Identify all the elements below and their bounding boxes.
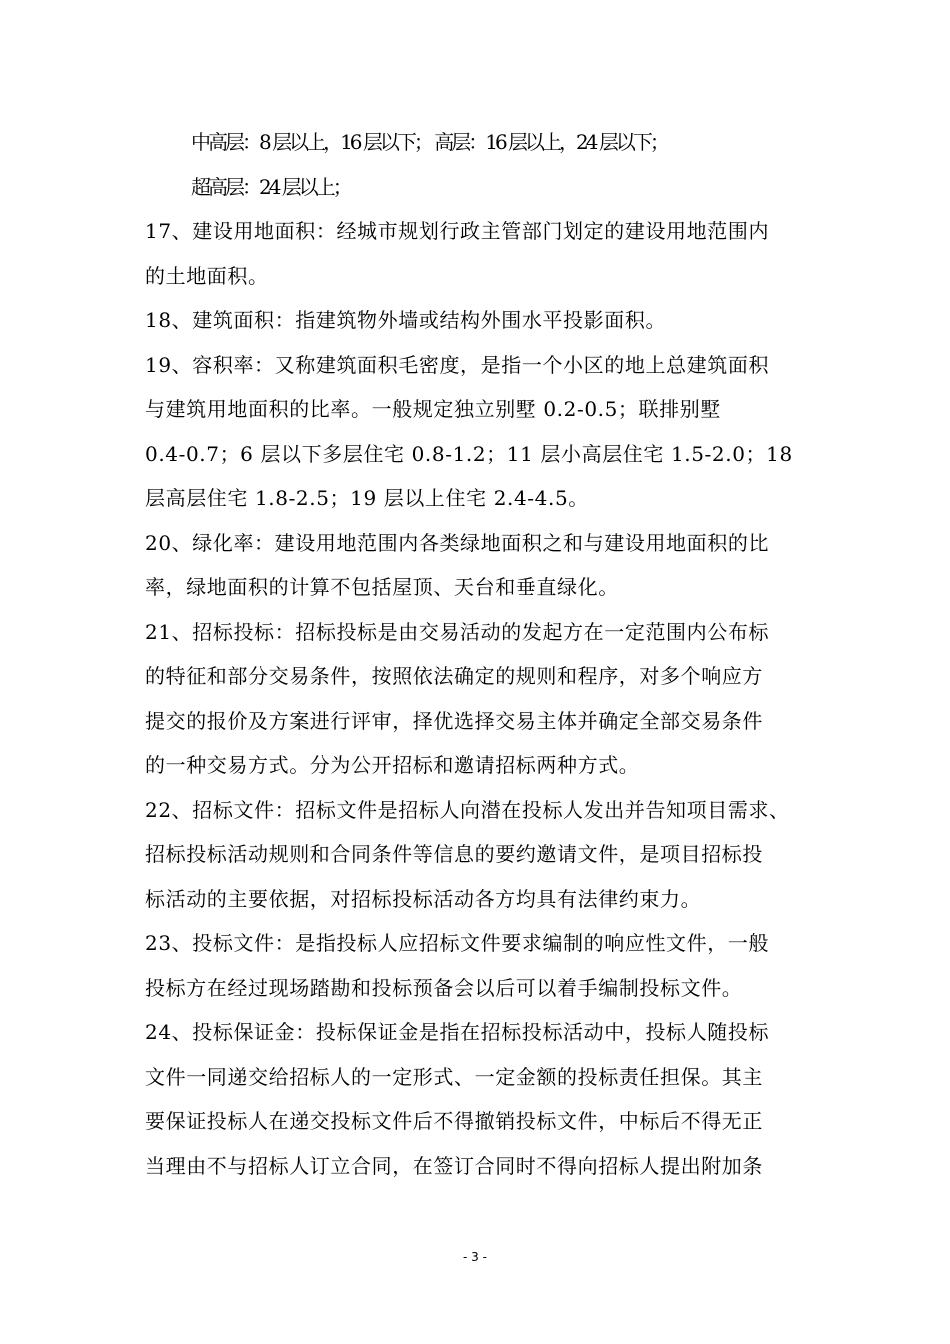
text-line: 0.4-0.7；6 层以下多层住宅 0.8-1.2；11 层小高层住宅 1.5-2.0；18 bbox=[145, 441, 793, 466]
text-line: 与建筑用地面积的比率。一般规定独立别墅 0.2-0.5；联排别墅 bbox=[145, 397, 721, 421]
text-line: 文件一同递交给招标人的一定形式、一定金额的投标责任担保。其主 bbox=[145, 1064, 763, 1089]
text-line: 率，绿地面积的计算不包括屋顶、天台和垂直绿化。 bbox=[145, 575, 619, 599]
text-line: 的特征和部分交易条件，按照依法确定的规则和程序，对多个响应方 bbox=[145, 664, 763, 688]
text-line: 20、绿化率：建设用地范围内各类绿地面积之和与建设用地面积的比 bbox=[145, 530, 770, 555]
text-line: 标活动的主要依据，对招标投标活动各方均具有法律约束力。 bbox=[145, 886, 702, 911]
text-line: 层高层住宅 1.8-2.5；19 层以上住宅 2.4-4.5。 bbox=[145, 486, 589, 510]
text-line: 超高层：24 层以上； bbox=[191, 174, 350, 199]
text-line: 投标方在经过现场踏勘和投标预备会以后可以着手编制投标文件。 bbox=[145, 975, 743, 1000]
text-line: 的一种交易方式。分为公开招标和邀请招标两种方式。 bbox=[145, 753, 640, 777]
text-line: 22、招标文件：招标文件是招标人向潜在投标人发出并告知项目需求、 bbox=[145, 797, 790, 822]
text-line: 当理由不与招标人订立合同，在签订合同时不得向招标人提出附加条 bbox=[145, 1153, 763, 1178]
text-line: 提交的报价及方案进行评审，择优选择交易主体并确定全部交易条件 bbox=[145, 708, 763, 733]
text-line: 17、建设用地面积：经城市规划行政主管部门划定的建设用地范围内 bbox=[145, 219, 770, 243]
text-line: 招标投标活动规则和合同条件等信息的要约邀请文件，是项目招标投 bbox=[145, 842, 763, 866]
text-line: 23、投标文件：是指投标人应招标文件要求编制的响应性文件，一般 bbox=[145, 931, 770, 955]
text-line: 要保证投标人在递交投标文件后不得撤销投标文件，中标后不得无正 bbox=[145, 1109, 763, 1133]
text-line: 中高层：8 层以上，16 层以下； 高层：16 层以上，24 层以下； bbox=[191, 130, 667, 154]
text-line: 21、招标投标：招标投标是由交易活动的发起方在一定范围内公布标 bbox=[145, 619, 770, 644]
page-number: - 3 - bbox=[463, 1250, 487, 1264]
body-text bbox=[145, 120, 810, 1188]
text-line: 的土地面积。 bbox=[145, 263, 269, 288]
text-line: 18、建筑面积：指建筑物外墙或结构外围水平投影面积。 bbox=[145, 308, 667, 332]
text-line: 24、投标保证金：投标保证金是指在招标投标活动中，投标人随投标 bbox=[145, 1020, 770, 1044]
text-line: 19、容积率：又称建筑面积毛密度，是指一个小区的地上总建筑面积 bbox=[145, 352, 770, 377]
